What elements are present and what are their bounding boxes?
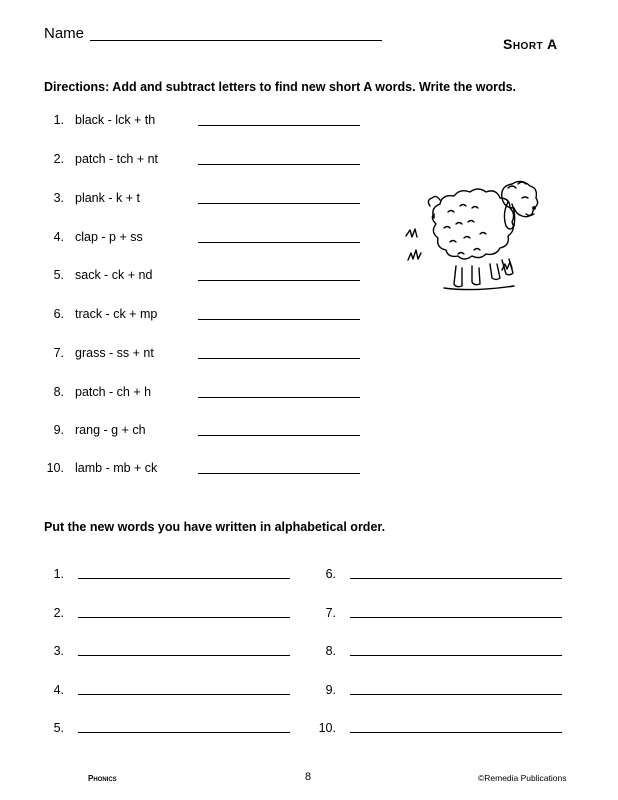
problem-item: [0, 423, 400, 443]
alphabetical-item: [0, 644, 300, 664]
answer-line[interactable]: [198, 397, 360, 398]
answer-line[interactable]: [78, 578, 290, 579]
answer-line[interactable]: [78, 694, 290, 695]
problem-item: [0, 230, 400, 250]
alphabetical-item: [0, 721, 300, 741]
problem-number: 5.: [53, 268, 64, 282]
problem-number: 9.: [53, 423, 64, 437]
alphabetical-number: 2.: [53, 606, 64, 620]
answer-line[interactable]: [350, 617, 562, 618]
problem-number: 7.: [53, 346, 64, 360]
alphabetical-item: [272, 683, 572, 703]
problem-expression: patch - tch + nt: [75, 152, 159, 166]
page-title: Short A: [503, 36, 558, 52]
problem-item: [0, 461, 400, 481]
problem-number: 10.: [46, 461, 64, 475]
problem-number: 1.: [53, 113, 64, 127]
answer-line[interactable]: [350, 655, 562, 656]
problem-expression: black - lck + th: [75, 113, 156, 127]
name-label: Name: [44, 25, 85, 42]
alphabetical-number: 6.: [325, 567, 336, 581]
problem-expression: plank - k + t: [75, 191, 140, 205]
sheep-icon: [398, 178, 548, 296]
alphabetical-item: [0, 606, 300, 626]
problem-number: 8.: [53, 385, 64, 399]
problem-expression: sack - ck + nd: [75, 268, 153, 282]
alphabetical-number: 4.: [53, 683, 64, 697]
alphabetical-number: 9.: [325, 683, 336, 697]
answer-line[interactable]: [78, 617, 290, 618]
answer-line[interactable]: [198, 242, 360, 243]
problem-item: [0, 385, 400, 405]
answer-line[interactable]: [198, 319, 360, 320]
alphabetical-number: 3.: [53, 644, 64, 658]
alphabetical-item: [0, 567, 300, 587]
problem-item: [0, 346, 400, 366]
problem-expression: track - ck + mp: [75, 307, 158, 321]
answer-line[interactable]: [198, 164, 360, 165]
answer-line[interactable]: [350, 694, 562, 695]
footer-copyright: ©Remedia Publications: [478, 773, 567, 783]
answer-line[interactable]: [78, 732, 290, 733]
problem-expression: patch - ch + h: [75, 385, 152, 399]
answer-line[interactable]: [198, 125, 360, 126]
problem-expression: lamb - mb + ck: [75, 461, 158, 475]
alphabetical-number: 1.: [53, 567, 64, 581]
problem-number: 2.: [53, 152, 64, 166]
problem-number: 6.: [53, 307, 64, 321]
name-field[interactable]: [90, 40, 382, 41]
answer-line[interactable]: [198, 473, 360, 474]
answer-line[interactable]: [350, 578, 562, 579]
directions-text: Directions: Add and subtract letters to find new short A words. Write the words.: [44, 80, 517, 94]
alphabetical-item: [272, 606, 572, 626]
answer-line[interactable]: [78, 655, 290, 656]
alphabetical-number: 10.: [318, 721, 336, 735]
alphabetical-number: 5.: [53, 721, 64, 735]
problem-item: [0, 191, 400, 211]
answer-line[interactable]: [198, 435, 360, 436]
alphabetical-item: [272, 567, 572, 587]
alphabetical-item: [272, 721, 572, 741]
answer-line[interactable]: [198, 280, 360, 281]
problem-item: [0, 307, 400, 327]
answer-line[interactable]: [198, 358, 360, 359]
problem-item: [0, 268, 400, 288]
answer-line[interactable]: [198, 203, 360, 204]
alphabetical-item: [272, 644, 572, 664]
problem-item: [0, 113, 400, 133]
alphabetical-number: 8.: [325, 644, 336, 658]
problem-number: 4.: [53, 230, 64, 244]
problem-number: 3.: [53, 191, 64, 205]
problem-item: [0, 152, 400, 172]
problem-expression: rang - g + ch: [75, 423, 146, 437]
footer-subject: Phonics: [88, 774, 117, 783]
problem-expression: grass - ss + nt: [75, 346, 154, 360]
problem-expression: clap - p + ss: [75, 230, 143, 244]
alphabetical-instruction: Put the new words you have written in alphabetical order.: [44, 520, 386, 534]
alphabetical-item: [0, 683, 300, 703]
page-number: 8: [305, 771, 312, 783]
alphabetical-number: 7.: [325, 606, 336, 620]
answer-line[interactable]: [350, 732, 562, 733]
